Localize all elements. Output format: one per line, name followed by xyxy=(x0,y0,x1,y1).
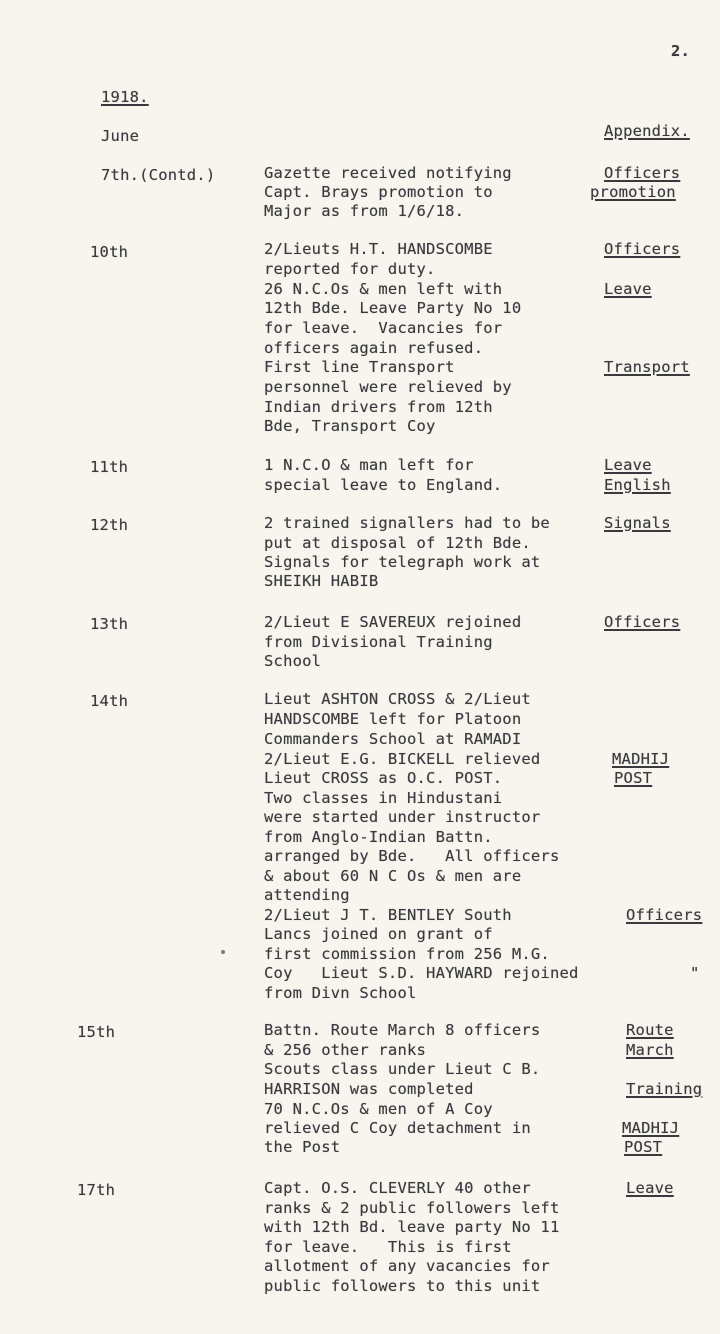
entry-line: SHEIKH HABIB xyxy=(264,572,379,590)
entry-line: HANDSCOMBE left for Platoon xyxy=(264,710,522,728)
entry-line: from Divn School xyxy=(264,984,417,1002)
margin-note: Training xyxy=(626,1080,703,1098)
entry-line: HARRISON was completed xyxy=(264,1080,474,1098)
entry-date: 13th xyxy=(90,615,129,633)
entry-date: 7th.(Contd.) xyxy=(101,166,216,184)
margin-note: MADHIJ xyxy=(622,1119,680,1137)
margin-note: Officers xyxy=(604,164,681,182)
entry-line: First line Transport xyxy=(264,358,455,376)
entry-line: Commanders School at RAMADI xyxy=(264,730,522,748)
entry-line: 1 N.C.O & man left for xyxy=(264,456,474,474)
margin-note: Officers xyxy=(626,906,703,924)
entry-date: 10th xyxy=(90,243,129,261)
margin-note: Leave xyxy=(626,1179,674,1197)
margin-note: English xyxy=(604,476,671,494)
entry-line: from Anglo-Indian Battn. xyxy=(264,828,493,846)
page-number: 2. xyxy=(671,42,691,60)
entry-line: Gazette received notifying xyxy=(264,164,512,182)
entry-line: Capt. O.S. CLEVERLY 40 other xyxy=(264,1179,531,1197)
entry-line: 2/Lieut E SAVEREUX rejoined xyxy=(264,613,522,631)
entry-line: from Divisional Training xyxy=(264,633,493,651)
entry-line: personnel were relieved by xyxy=(264,378,512,396)
margin-note: " xyxy=(690,964,700,982)
appendix-heading: Appendix. xyxy=(604,122,690,140)
entry-line: Battn. Route March 8 officers xyxy=(264,1021,541,1039)
year-heading: 1918. xyxy=(101,88,149,106)
entry-line: 2/Lieuts H.T. HANDSCOMBE xyxy=(264,240,493,258)
entry-line: first commission from 256 M.G. xyxy=(264,945,550,963)
month-heading: June xyxy=(101,127,140,145)
entry-line: were started under instructor xyxy=(264,808,541,826)
entry-line: relieved C Coy detachment in xyxy=(264,1119,531,1137)
entry-date: 11th xyxy=(90,458,129,476)
margin-note: Officers xyxy=(604,240,681,258)
entry-line: Scouts class under Lieut C B. xyxy=(264,1060,541,1078)
entry-line: the Post xyxy=(264,1138,341,1156)
entry-line: attending xyxy=(264,886,350,904)
entry-line: reported for duty. xyxy=(264,260,436,278)
margin-note: Leave xyxy=(604,280,652,298)
entry-line: special leave to England. xyxy=(264,476,503,494)
entry-line: for leave. This is first xyxy=(264,1238,512,1256)
entry-line: officers again refused. xyxy=(264,339,484,357)
entry-line: allotment of any vacancies for xyxy=(264,1257,550,1275)
margin-note: MADHIJ xyxy=(612,750,670,768)
entry-line: Lieut CROSS as O.C. POST. xyxy=(264,769,503,787)
margin-note: Route xyxy=(626,1021,674,1039)
entry-date: 17th xyxy=(77,1181,116,1199)
entry-line: 12th Bde. Leave Party No 10 xyxy=(264,299,522,317)
entry-line: Bde, Transport Coy xyxy=(264,417,436,435)
margin-note: March xyxy=(626,1041,674,1059)
entry-date: 14th xyxy=(90,692,129,710)
entry-line: Indian drivers from 12th xyxy=(264,398,493,416)
entry-line: 2/Lieut J T. BENTLEY South xyxy=(264,906,512,924)
entry-line: Coy Lieut S.D. HAYWARD rejoined xyxy=(264,964,579,982)
entry-line: Lancs joined on grant of xyxy=(264,925,493,943)
margin-note: Signals xyxy=(604,514,671,532)
margin-note: promotion xyxy=(590,183,676,201)
margin-note: Transport xyxy=(604,358,690,376)
entry-line: 70 N.C.Os & men of A Coy xyxy=(264,1100,493,1118)
entry-date: 12th xyxy=(90,516,129,534)
entry-line: Capt. Brays promotion to xyxy=(264,183,493,201)
entry-line: 26 N.C.Os & men left with xyxy=(264,280,503,298)
entry-line: Lieut ASHTON CROSS & 2/Lieut xyxy=(264,690,531,708)
entry-line: Signals for telegraph work at xyxy=(264,553,541,571)
entry-line: School xyxy=(264,652,322,670)
margin-note: POST xyxy=(614,769,653,787)
entry-line: Two classes in Hindustani xyxy=(264,789,503,807)
margin-note: POST xyxy=(624,1138,663,1156)
entry-line: public followers to this unit xyxy=(264,1277,541,1295)
entry-line: with 12th Bd. leave party No 11 xyxy=(264,1218,560,1236)
ink-speck xyxy=(221,950,225,954)
entry-line: arranged by Bde. All officers xyxy=(264,847,560,865)
entry-line: 2/Lieut E.G. BICKELL relieved xyxy=(264,750,541,768)
entry-line: ranks & 2 public followers left xyxy=(264,1199,560,1217)
entry-line: put at disposal of 12th Bde. xyxy=(264,534,531,552)
margin-note: Leave xyxy=(604,456,652,474)
entry-line: 2 trained signallers had to be xyxy=(264,514,550,532)
entry-date: 15th xyxy=(77,1023,116,1041)
entry-line: & 256 other ranks xyxy=(264,1041,427,1059)
entry-line: for leave. Vacancies for xyxy=(264,319,503,337)
entry-line: Major as from 1/6/18. xyxy=(264,202,465,220)
entry-line: & about 60 N C Os & men are xyxy=(264,867,522,885)
margin-note: Officers xyxy=(604,613,681,631)
